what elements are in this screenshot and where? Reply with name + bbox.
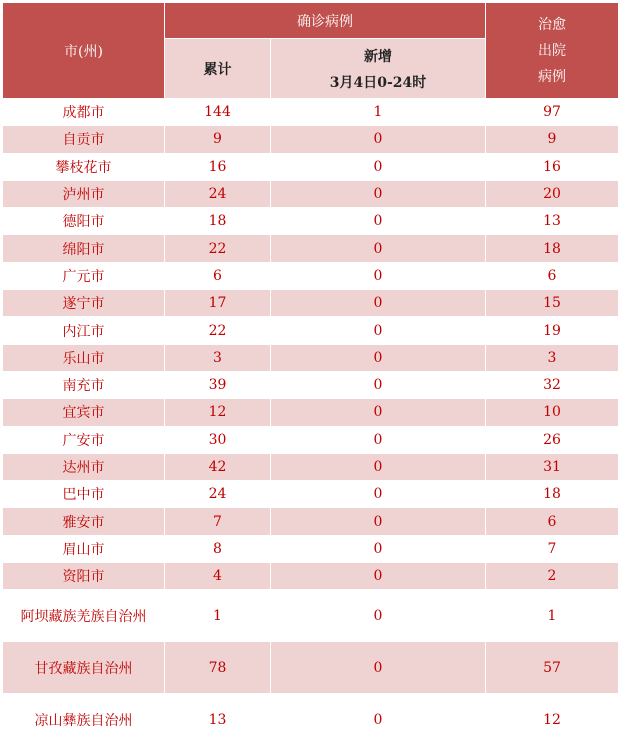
cell-new: 0 — [271, 317, 486, 344]
cell-new: 0 — [271, 235, 486, 262]
table-row — [3, 208, 619, 235]
header-cured — [486, 3, 619, 99]
table-row — [3, 563, 619, 590]
cell-cured: 57 — [486, 642, 619, 694]
cell-new: 0 — [271, 153, 486, 180]
cell-city: 巴中市 — [3, 481, 165, 508]
cell-city: 德阳市 — [3, 208, 165, 235]
table-row — [3, 344, 619, 371]
cell-cured: 20 — [486, 180, 619, 207]
header-cumulative: 累计 — [165, 39, 271, 99]
cell-cumulative: 17 — [165, 290, 271, 317]
cell-cured: 32 — [486, 371, 619, 398]
cell-cumulative: 16 — [165, 153, 271, 180]
table-row — [3, 535, 619, 562]
cell-new: 0 — [271, 535, 486, 562]
table-row — [3, 426, 619, 453]
cell-cumulative: 9 — [165, 126, 271, 153]
cell-new: 0 — [271, 262, 486, 289]
cell-cured: 15 — [486, 290, 619, 317]
cell-cured: 1 — [486, 590, 619, 642]
cell-city: 资阳市 — [3, 563, 165, 590]
cell-cumulative: 144 — [165, 99, 271, 126]
cell-cumulative: 1 — [165, 590, 271, 642]
cell-new: 0 — [271, 180, 486, 207]
cell-new: 0 — [271, 481, 486, 508]
cell-cumulative: 6 — [165, 262, 271, 289]
cell-cured: 18 — [486, 481, 619, 508]
table-row — [3, 99, 619, 126]
cell-cumulative: 8 — [165, 535, 271, 562]
cell-cured: 97 — [486, 99, 619, 126]
cell-cumulative: 12 — [165, 399, 271, 426]
table-row — [3, 371, 619, 398]
table-row — [3, 290, 619, 317]
cell-cumulative: 3 — [165, 344, 271, 371]
table-row — [3, 126, 619, 153]
cell-city: 内江市 — [3, 317, 165, 344]
cell-cumulative: 4 — [165, 563, 271, 590]
header-new — [271, 39, 486, 99]
cell-cumulative: 18 — [165, 208, 271, 235]
cell-cured: 6 — [486, 508, 619, 535]
cell-new: 0 — [271, 399, 486, 426]
cell-city: 攀枝花市 — [3, 153, 165, 180]
cell-cumulative: 30 — [165, 426, 271, 453]
cell-cured: 12 — [486, 694, 619, 746]
cell-city: 南充市 — [3, 371, 165, 398]
cell-cumulative: 24 — [165, 481, 271, 508]
cell-cumulative: 24 — [165, 180, 271, 207]
table-body — [3, 99, 619, 746]
cell-cumulative: 42 — [165, 453, 271, 480]
cell-city: 遂宁市 — [3, 290, 165, 317]
cell-cumulative: 39 — [165, 371, 271, 398]
cell-cumulative: 22 — [165, 235, 271, 262]
cell-city: 广安市 — [3, 426, 165, 453]
header-cured-line2: 出院 — [538, 42, 566, 59]
table-row — [3, 399, 619, 426]
table-row — [3, 508, 619, 535]
cell-city: 绵阳市 — [3, 235, 165, 262]
table-row — [3, 694, 619, 746]
cell-new: 0 — [271, 563, 486, 590]
table-row — [3, 180, 619, 207]
cell-new: 1 — [271, 99, 486, 126]
header-city: 市(州) — [3, 3, 165, 99]
cell-cured: 18 — [486, 235, 619, 262]
cell-new: 0 — [271, 590, 486, 642]
cell-new: 0 — [271, 371, 486, 398]
cell-city: 自贡市 — [3, 126, 165, 153]
table-row — [3, 453, 619, 480]
table-row — [3, 590, 619, 642]
cell-cured: 19 — [486, 317, 619, 344]
header-cured-line3: 病例 — [538, 68, 566, 85]
cell-cumulative: 22 — [165, 317, 271, 344]
cell-new: 0 — [271, 642, 486, 694]
cell-cumulative: 13 — [165, 694, 271, 746]
cell-new: 0 — [271, 290, 486, 317]
cell-cured: 7 — [486, 535, 619, 562]
table-row — [3, 235, 619, 262]
cell-cured: 9 — [486, 126, 619, 153]
cell-new: 0 — [271, 208, 486, 235]
header-new-line2: 3月4日0-24时 — [329, 74, 427, 91]
cell-cured: 10 — [486, 399, 619, 426]
header-cured-line1: 治愈 — [538, 16, 566, 33]
case-table — [2, 2, 619, 746]
cell-new: 0 — [271, 453, 486, 480]
table-row — [3, 481, 619, 508]
cell-city: 甘孜藏族自治州 — [3, 642, 165, 694]
cell-cured: 13 — [486, 208, 619, 235]
cell-new: 0 — [271, 508, 486, 535]
cell-city: 广元市 — [3, 262, 165, 289]
table-row — [3, 317, 619, 344]
case-table-container — [2, 2, 618, 746]
header-new-line1: 新增 — [364, 48, 392, 65]
cell-cumulative: 7 — [165, 508, 271, 535]
cell-new: 0 — [271, 694, 486, 746]
cell-city: 阿坝藏族羌族自治州 — [3, 590, 165, 642]
cell-new: 0 — [271, 344, 486, 371]
cell-cured: 6 — [486, 262, 619, 289]
cell-city: 成都市 — [3, 99, 165, 126]
cell-cured: 2 — [486, 563, 619, 590]
cell-cumulative: 78 — [165, 642, 271, 694]
cell-city: 达州市 — [3, 453, 165, 480]
cell-city: 泸州市 — [3, 180, 165, 207]
cell-city: 凉山彝族自治州 — [3, 694, 165, 746]
table-row — [3, 153, 619, 180]
header-confirmed: 确诊病例 — [165, 3, 486, 39]
cell-cured: 31 — [486, 453, 619, 480]
cell-new: 0 — [271, 126, 486, 153]
cell-new: 0 — [271, 426, 486, 453]
cell-cured: 26 — [486, 426, 619, 453]
cell-cured: 16 — [486, 153, 619, 180]
cell-cured: 3 — [486, 344, 619, 371]
cell-city: 乐山市 — [3, 344, 165, 371]
cell-city: 眉山市 — [3, 535, 165, 562]
table-row — [3, 642, 619, 694]
cell-city: 雅安市 — [3, 508, 165, 535]
table-row — [3, 262, 619, 289]
cell-city: 宜宾市 — [3, 399, 165, 426]
